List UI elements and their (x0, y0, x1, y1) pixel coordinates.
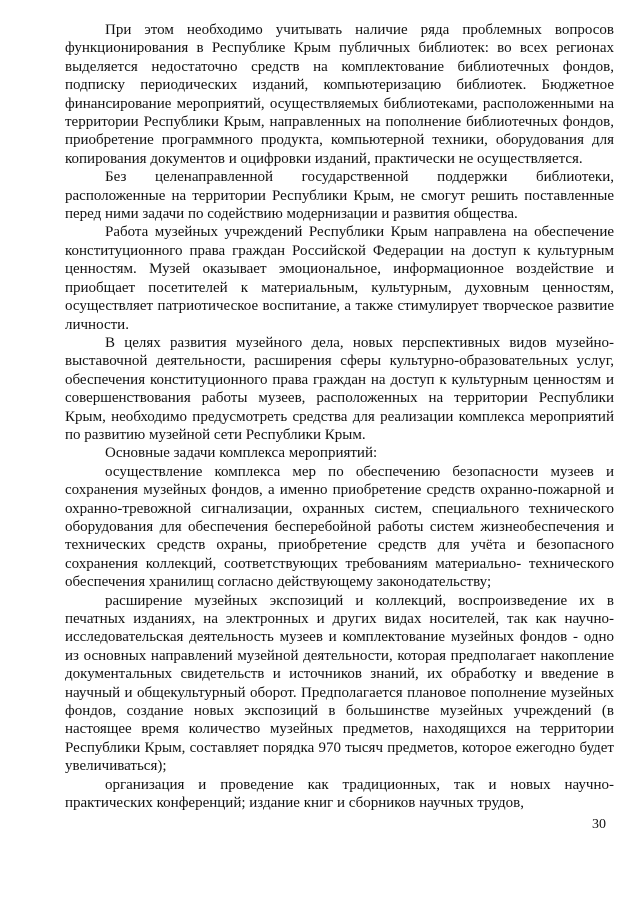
paragraph-security-measures: осуществление комплекса мер по обеспечению безопасности музеев и сохранения музейных фондов, а именно приобретение средств охранно-пожарной и охранно-тревожной сигнализации, охранных систем, специального технического оборудования для обеспечения бесперебойной работы систем жизнеобеспечения и технических средств охраны, приобретение средств для учёта и безопасного сохранения коллекций, соответствующих требованиям материально- технического обеспечения хранилищ согласно действующему законодательству; (65, 463, 614, 591)
paragraph-state-support: Без целенаправленной государственной поддержки библиотеки, расположенные на территории Республики Крым, не смогут решить поставленные перед ними задачи по содействию модернизации и развития общества. (65, 169, 614, 223)
document-body (65, 21, 614, 812)
paragraph-museum-development: В целях развития музейного дела, новых перспективных видов музейно-выставочной деятельности, расширения сферы культурно-образовательных услуг, обеспечения конституционного права граждан на доступ к культурным ценностям и совершенствования работы музеев, расположенных на территории Республики Крым, необходимо предусмотреть средства для реализации комплекса мероприятий по развитию музейной сети Республики Крым. (65, 334, 614, 443)
page-number: 30 (592, 817, 606, 832)
paragraph-museum-work: Работа музейных учреждений Республики Крым направлена на обеспечение конституционного права граждан Российской Федерации на доступ к культурным ценностям. Музей оказывает эмоциональное, информационное воздействие и приобщает посетителей к материальным, культурным, духовным ценностям, осуществляет патриотическое воспитание, а также стимулирует творческое развитие личности. (65, 224, 614, 333)
paragraph-main-tasks: Основные задачи комплекса мероприятий: (105, 445, 378, 462)
paragraph-expositions: расширение музейных экспозиций и коллекций, воспроизведение их в печатных изданиях, на электронных и других видах носителей, так как научно-исследовательская деятельность музеев и комплектование музейных фондов - одно из основных направлений музейной деятельности, которая предполагает накопление документальных свидетельств и источников знаний, их обработку и введение в научный и общекультурный оборот. Предполагается плановое пополнение музейных фондов, создание новых экспозиций в большинстве музейных учреждений (в настоящее время количество музейных предметов, находящихся на территории Республики Крым, составляет порядка 970 тысяч предметов, которое ежегодно будет увеличиваться); (65, 592, 614, 775)
paragraph-conferences: организация и проведение как традиционных, так и новых научно-практических конференций; издание книг и сборников научных трудов, (65, 776, 614, 812)
paragraph-library-problems: При этом необходимо учитывать наличие ряда проблемных вопросов функционирования в Республике Крым публичных библиотек: во всех регионах выделяется недостаточно средств на комплектование библиотечных фондов, подписку периодических изданий, компьютеризацию библиотек. Бюджетное финансирование мероприятий, осуществляемых библиотеками, расположенными на территории Республики Крым, направленных на пополнение библиотечных фондов, приобретение программного продукта, компьютерной техники, оборудования для копирования документов и оцифровки изданий, практически не осуществляется. (65, 22, 614, 167)
